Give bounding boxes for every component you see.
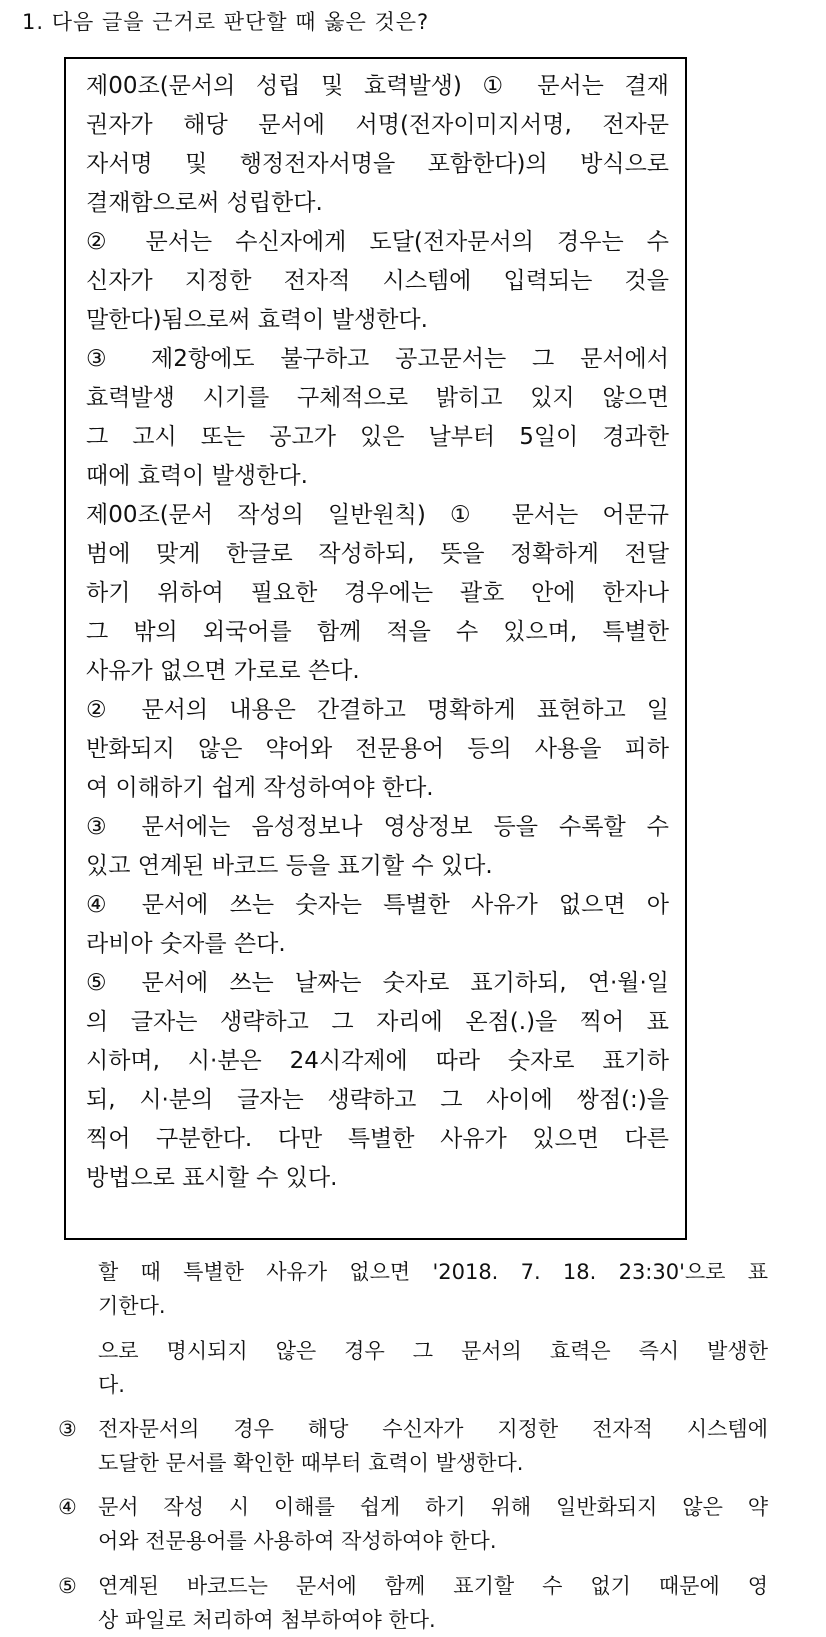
- passage-line: ⑤ 문서에 쓰는 날짜는 숫자로 표기하되, 연·월·일: [86, 970, 669, 996]
- choice-3-line-1: 전자문서의 경우 해당 수신자가 지정한 전자적 시스템에: [98, 1417, 768, 1441]
- passage-line: 의 글자는 생략하고 그 자리에 온점(.)을 찍어 표: [86, 1009, 669, 1035]
- passage-line: 제00조(문서의 성립 및 효력발생) ① 문서는 결재: [86, 73, 669, 99]
- passage-line: ② 문서의 내용은 간결하고 명확하게 표현하고 일: [86, 697, 669, 723]
- passage-line: 찍어 구분한다. 다만 특별한 사유가 있으면 다른: [86, 1126, 669, 1152]
- passage-line: ③ 제2항에도 불구하고 공고문서는 그 문서에서: [86, 346, 669, 372]
- passage-line: 범에 맞게 한글로 작성하되, 뜻을 정확하게 전달: [86, 541, 669, 567]
- passage-line: ④ 문서에 쓰는 숫자는 특별한 사유가 없으면 아: [86, 892, 669, 918]
- passage-line: 되, 시·분의 글자는 생략하고 그 사이에 쌍점(:)을: [86, 1087, 669, 1113]
- passage-line: 권자가 해당 문서에 서명(전자이미지서명, 전자문: [86, 112, 669, 138]
- choice-1-line-2: 기한다.: [98, 1294, 166, 1318]
- passage-line: 효력발생 시기를 구체적으로 밝히고 있지 않으면: [86, 385, 669, 411]
- choice-2-line-1: 으로 명시되지 않은 경우 그 문서의 효력은 즉시 발생한: [98, 1339, 768, 1363]
- passage-line: 그 고시 또는 공고가 있은 날부터 5일이 경과한: [86, 424, 669, 450]
- passage-line: 신자가 지정한 전자적 시스템에 입력되는 것을: [86, 268, 669, 294]
- choice-2-line-2: 다.: [98, 1373, 125, 1397]
- question-title: 1. 다음 글을 근거로 판단할 때 옳은 것은?: [22, 10, 430, 34]
- choice-5-line-2: 상 파일로 처리하여 첨부하여야 한다.: [98, 1608, 436, 1632]
- passage-line: 있고 연계된 바코드 등을 표기할 수 있다.: [86, 853, 493, 879]
- passage-line: ③ 문서에는 음성정보나 영상정보 등을 수록할 수: [86, 814, 669, 840]
- passage-line: 시하며, 시·분은 24시각제에 따라 숫자로 표기하: [86, 1048, 669, 1074]
- passage-line: 사유가 없으면 가로로 쓴다.: [86, 658, 360, 684]
- passage-line: 제00조(문서 작성의 일반원칙) ① 문서는 어문규: [86, 502, 669, 528]
- choice-3-line-2: 도달한 문서를 확인한 때부터 효력이 발생한다.: [98, 1451, 524, 1475]
- passage-line: 자서명 및 행정전자서명을 포함한다)의 방식으로: [86, 151, 669, 177]
- passage-box: [64, 57, 687, 1240]
- choice-4-line-1: 문서 작성 시 이해를 쉽게 하기 위해 일반화되지 않은 약: [98, 1495, 768, 1519]
- choice-5-line-1: 연계된 바코드는 문서에 함께 표기할 수 없기 때문에 영: [98, 1574, 768, 1598]
- choice-5-marker[interactable]: ⑤: [58, 1574, 77, 1598]
- choice-4-marker[interactable]: ④: [58, 1495, 77, 1519]
- passage-line: ② 문서는 수신자에게 도달(전자문서의 경우는 수: [86, 229, 669, 255]
- choice-3-marker[interactable]: ③: [58, 1417, 77, 1441]
- passage-line: 라비아 숫자를 쓴다.: [86, 931, 286, 957]
- passage-line: 방법으로 표시할 수 있다.: [86, 1165, 338, 1191]
- passage-line: 때에 효력이 발생한다.: [86, 463, 308, 489]
- passage-line: 여 이해하기 쉽게 작성하여야 한다.: [86, 775, 434, 801]
- choice-4-line-2: 어와 전문용어를 사용하여 작성하여야 한다.: [98, 1529, 497, 1553]
- passage-line: 그 밖의 외국어를 함께 적을 수 있으며, 특별한: [86, 619, 669, 645]
- passage-line: 반화되지 않은 약어와 전문용어 등의 사용을 피하: [86, 736, 669, 762]
- passage-line: 결재함으로써 성립한다.: [86, 190, 323, 216]
- choice-1-line-1: 할 때 특별한 사유가 없으면 '2018. 7. 18. 23:30'으로 표: [98, 1260, 768, 1284]
- passage-line: 말한다)됨으로써 효력이 발생한다.: [86, 307, 428, 333]
- passage-line: 하기 위하여 필요한 경우에는 괄호 안에 한자나: [86, 580, 669, 606]
